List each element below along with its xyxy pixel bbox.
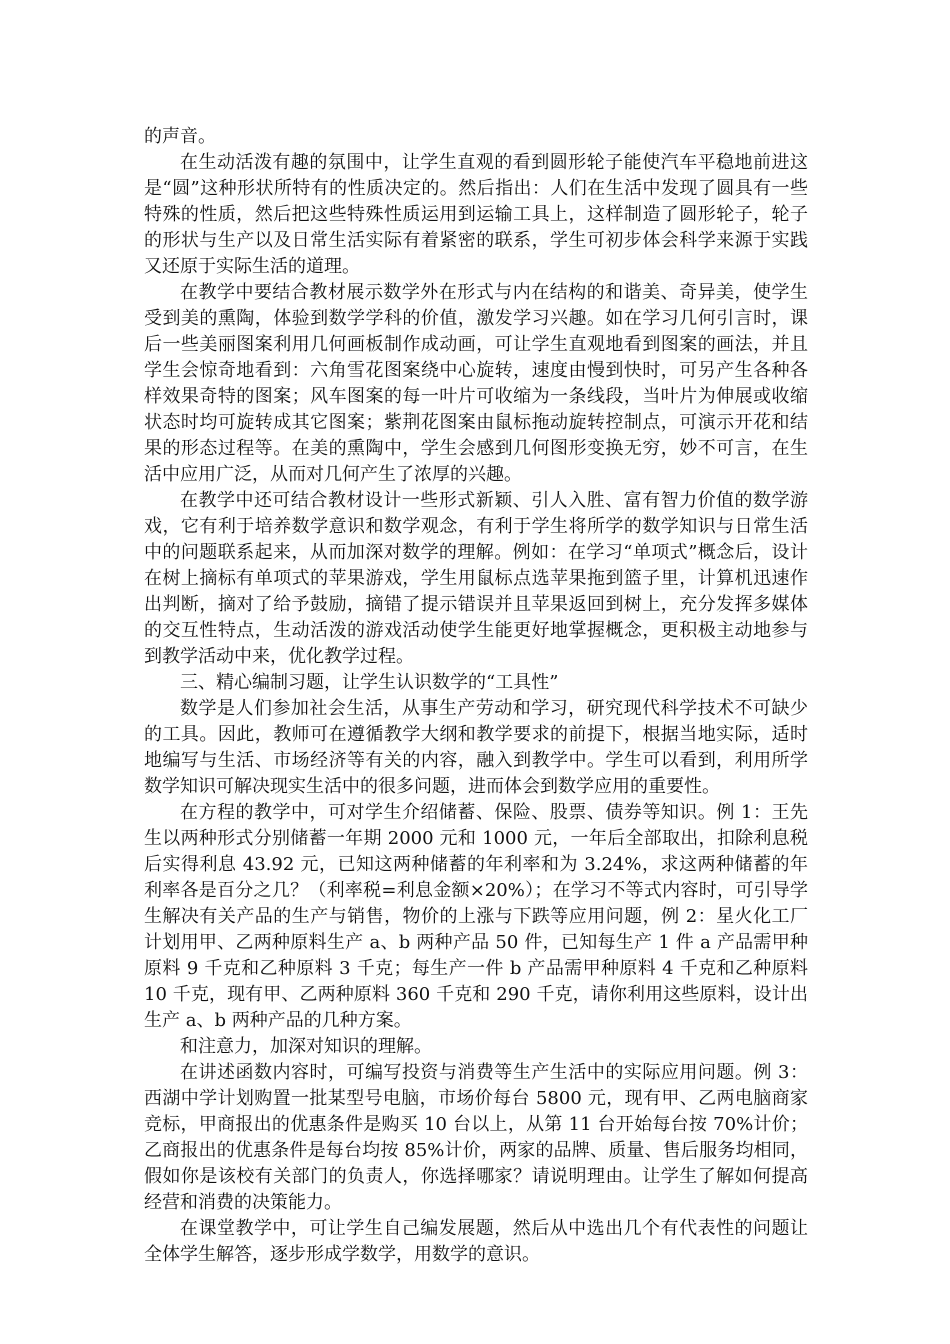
paragraph-attention: 和注意力，加深对知识的理解。 bbox=[180, 1036, 432, 1057]
paragraph-math-beauty: 在教学中要结合教材展示数学外在形式与内在结构的和谐美、奇异美，使学生受到美的熏陶，体验到数学学科的价值，激发学习兴趣。如在学习几何引言时，课后一些美丽图案利用几何画板制作成动画，可让学生直观地看到图案的画法，并且学生会惊奇地看到：六角雪花图案绕中心旋转，速度由慢到快时，可另产生各种各样效果奇特的图案；风车图案的每一叶片可收缩为一条线段，当叶片为伸展或收缩状态时均可旋转成其它图案；紫荆花图案由鼠标拖动旋转控制点，可演示开花和结果的形态过程等。在美的熏陶中，学生会感到几何图形变换无穷，妙不可言，在生活中应用广泛，从而对几何产生了浓厚的兴趣。 bbox=[144, 282, 808, 485]
paragraph-function-example: 在讲述函数内容时，可编写投资与消费等生产生活中的实际应用问题。例 3：西湖中学计划购置一批某型号电脑，市场价每台 5800 元，现有甲、乙两电脑商家竞标，甲商报出的优惠条件是购买 10 台以上，从第 11 台开始每台按 70%计价；乙商报出的优惠条件是每台均按 85%计价，两家的品牌、质量、售后服务均相同，假如你是该校有关部门的负责人，你选择哪家？请说明理由。让学生了解如何提高经营和消费的决策能力。 bbox=[144, 1062, 808, 1213]
paragraph-wheel-circle: 在生动活泼有趣的氛围中，让学生直观的看到圆形轮子能使汽车平稳地前进这是“圆”这种形状所特有的性质决定的。然后指出：人们在生活中发现了圆具有一些特殊的性质，然后把这些特殊性质运用到运输工具上，这样制造了圆形轮子，轮子的形状与生产以及日常生活实际有着紧密的联系，学生可初步体会科学来源于实践又还原于实际生活的道理。 bbox=[144, 152, 808, 277]
paragraph-math-games: 在教学中还可结合教材设计一些形式新颖、引人入胜、富有智力价值的数学游戏，它有利于培养数学意识和数学观念，有利于学生将所学的数学知识与日常生活中的问题联系起来，从而加深对数学的理解。例如：在学习“单项式”概念后，设计在树上摘标有单项式的苹果游戏，学生用鼠标点选苹果拖到篮子里，计算机迅速作出判断，摘对了给予鼓励，摘错了提示错误并且苹果返回到树上，充分发挥多媒体的交互性特点，生动活泼的游戏活动使学生能更好地掌握概念，更积极主动地参与到教学活动中来，优化教学过程。 bbox=[144, 490, 808, 667]
paragraph-continued: 的声音。 bbox=[144, 126, 216, 147]
paragraph-student-problems: 在课堂教学中，可让学生自己编发展题，然后从中选出几个有代表性的问题让全体学生解答，逐步形成学数学，用数学的意识。 bbox=[144, 1218, 808, 1265]
document-page bbox=[144, 124, 808, 1268]
section-heading-3: 三、精心编制习题，让学生认识数学的“工具性” bbox=[180, 672, 559, 693]
paragraph-equation-examples: 在方程的教学中，可对学生介绍储蓄、保险、股票、债券等知识。例 1：王先生以两种形式分别储蓄一年期 2000 元和 1000 元，一年后全部取出，扣除利息税后实得利息 43.92 元，已知这两种储蓄的年利率和为 3.24%，求这两种储蓄的年利率各是百分之几？（利率税=利息金额×20%）；在学习不等式内容时，可引导学生解决有关产品的生产与销售，物价的上涨与下跌等应用问题，例 2：星火化工厂计划用甲、乙两种原料生产 a、b 两种产品 50 件，已知每生产 1 件 a 产品需甲种原料 9 千克和乙种原料 3 千克；每生产一件 b 产品需甲种原料 4 千克和乙种原料 10 千克，现有甲、乙两种原料 360 千克和 290 千克，请你利用这些原料，设计出生产 a、b 两种产品的几种方案。 bbox=[144, 802, 808, 1031]
paragraph-math-tool: 数学是人们参加社会生活，从事生产劳动和学习，研究现代科学技术不可缺少的工具。因此，教师可在遵循教学大纲和教学要求的前提下，根据当地实际，适时地编写与生活、市场经济等有关的内容，融入到教学中。学生可以看到，利用所学数学知识可解决现实生活中的很多问题，进而体会到数学应用的重要性。 bbox=[144, 698, 808, 797]
